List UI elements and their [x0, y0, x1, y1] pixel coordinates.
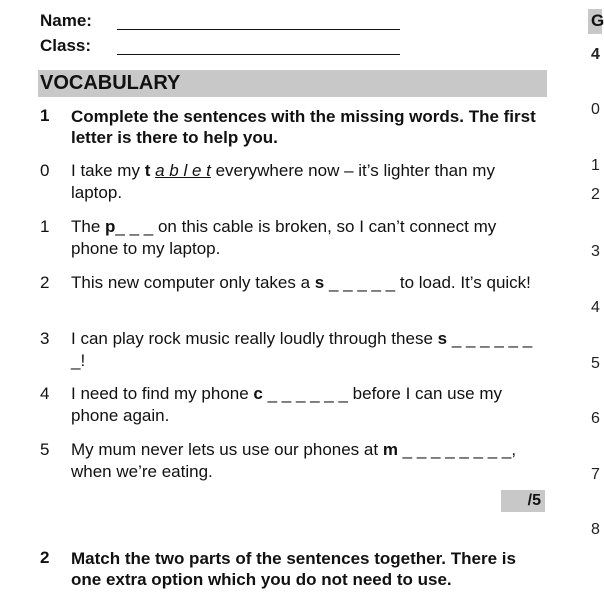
- first-letter: c: [253, 384, 263, 403]
- sentence-text: before I can use my phone again.: [71, 384, 502, 425]
- right-item-number: 5: [591, 355, 600, 372]
- sentence-4: [71, 383, 545, 427]
- sentence-text: This new computer only takes a: [71, 273, 315, 292]
- right-item-number: 7: [591, 466, 600, 483]
- class-label: Class:: [40, 36, 92, 55]
- sentence-text: I need to find my phone: [71, 384, 254, 403]
- answer-blank[interactable]: _ _ _ _ _ _: [262, 384, 348, 403]
- score-box: [501, 490, 545, 512]
- sentence-5: [71, 439, 545, 483]
- answer-blank[interactable]: _ _ _ _ _ _ _: [71, 329, 533, 370]
- exercise-2-number: 2: [40, 548, 50, 567]
- right-item-number: 3: [591, 243, 600, 260]
- sentence-text: , when we’re eating.: [71, 440, 517, 481]
- sentence-1: [71, 216, 545, 260]
- sentence-3: [71, 328, 545, 372]
- answer-blank[interactable]: _ _ _: [115, 217, 154, 236]
- section-title: VOCABULARY: [40, 72, 181, 94]
- score-total: /5: [527, 492, 541, 509]
- example-answer: a b l e t: [155, 161, 211, 180]
- exercise-1-number: 1: [40, 106, 50, 125]
- section-header: [38, 70, 547, 97]
- name-label: Name:: [40, 11, 92, 30]
- first-letter: p: [105, 217, 116, 236]
- first-letter: s: [437, 329, 448, 348]
- right-item-number: 2: [591, 186, 600, 203]
- right-item-number: 1: [591, 157, 600, 174]
- right-question-number: 4: [591, 46, 600, 63]
- exercise-1-instruction: Complete the sentences with the missing words. The first letter is there to help you.: [71, 107, 536, 147]
- first-letter: t: [144, 161, 151, 180]
- sentence-text: My mum never lets us use our phones at: [71, 440, 383, 459]
- sentence-0: [71, 160, 545, 204]
- right-section-letter: G: [591, 11, 604, 30]
- sentence-2: [71, 272, 545, 294]
- sentence-text: to load. It’s quick!: [395, 273, 531, 292]
- item-number: 4: [40, 384, 50, 403]
- sentence-text: I can play rock music really loudly through these: [71, 329, 438, 348]
- name-field[interactable]: [117, 13, 400, 30]
- right-item-number: 4: [591, 299, 600, 316]
- answer-blank[interactable]: _ _ _ _ _: [324, 273, 396, 292]
- sentence-text: I take my: [71, 161, 145, 180]
- sentence-text: on this cable is broken, so I can’t connect my phone to my laptop.: [71, 217, 497, 258]
- sentence-text: everywhere now – it’s lighter than my laptop.: [71, 161, 495, 202]
- item-number: 0: [40, 161, 50, 180]
- item-number: 1: [40, 217, 50, 236]
- right-item-number: 6: [591, 410, 600, 427]
- item-number: 5: [40, 440, 50, 459]
- first-letter: m: [382, 440, 398, 459]
- answer-blank[interactable]: _ _ _ _ _ _ _ _: [397, 440, 512, 459]
- sentence-text: !: [80, 351, 86, 370]
- right-item-number: 8: [591, 521, 600, 538]
- item-number: 2: [40, 273, 50, 292]
- sentence-text: The: [71, 217, 106, 236]
- exercise-2-instruction: Match the two parts of the sentences together. There is one extra option which you do not need to use.: [71, 549, 516, 589]
- item-number: 3: [40, 329, 50, 348]
- right-item-number: 0: [591, 101, 600, 118]
- right-section-header: [588, 9, 602, 34]
- first-letter: s: [314, 273, 325, 292]
- class-field[interactable]: [117, 38, 400, 55]
